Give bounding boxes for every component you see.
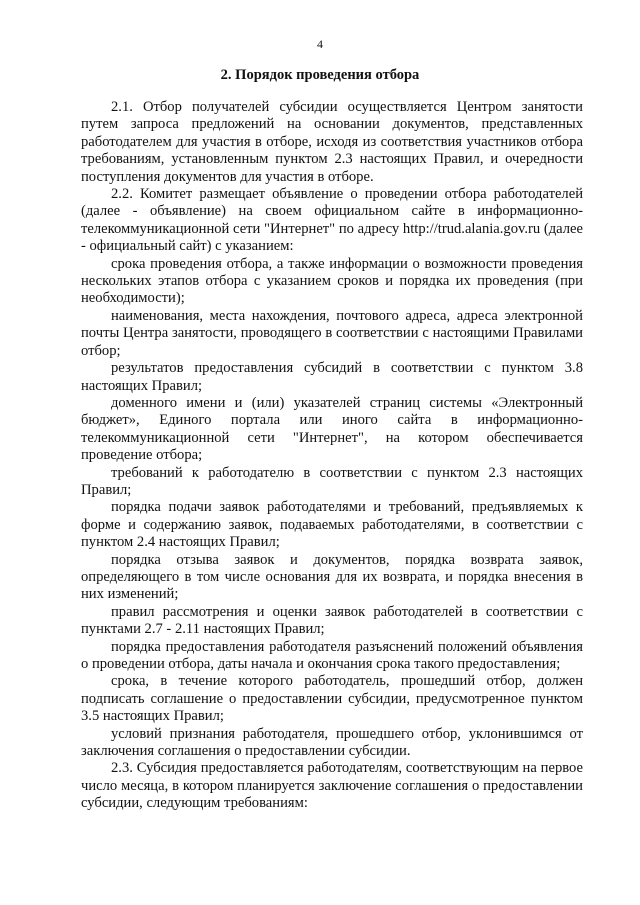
paragraph-2-3: 2.3. Субсидия предоставляется работодателям, соответствующим на первое число месяца, в котором планируется заключение соглашения о предоставлении субсидии, следующим требованиям: — [81, 760, 583, 812]
paragraph-2-1: 2.1. Отбор получателей субсидии осуществляется Центром занятости путем запроса предложений на основании документов, представленных работодателем для участия в отборе, исходя из соответствия участников отбора требованиям, установленным пунктом 2.3 настоящих Правил, и очередности поступления документов для участия в отборе. — [81, 99, 583, 185]
page-number: 4 — [317, 37, 323, 51]
list-item-employment-center-details: наименования, места нахождения, почтового адреса, адреса электронной почты Центра занятости, проводящего в соответствии с настоящими Правилами отбор; — [81, 307, 583, 359]
paragraph-2-2: 2.2. Комитет размещает объявление о проведении отбора работодателей (далее - объявление) на своем официальном сайте в информационно-телекоммуникационной сети "Интернет" по адресу http://trud.alania.gov.ru (далее - официальный сайт) с указанием: — [81, 186, 583, 255]
list-item-evasion-conditions: условий признания работодателя, прошедшего отбор, уклонившимся от заключения соглашения о предоставлении субсидии. — [81, 725, 583, 760]
list-item-employer-requirements: требований к работодателю в соответствии с пунктом 2.3 настоящих Правил; — [81, 464, 583, 498]
list-item-subsidy-results: результатов предоставления субсидий в соответствии с пунктом 3.8 настоящих Правил; — [81, 360, 583, 394]
document-body — [81, 99, 583, 813]
list-item-signing-deadline: срока, в течение которого работодатель, прошедший отбор, должен подписать соглашение о предоставлении субсидии, предусмотренное пунктом 3.5 настоящих Правил; — [81, 673, 583, 725]
list-item-review-rules: правил рассмотрения и оценки заявок работодателей в соответствии с пунктами 2.7 - 2.11 настоящих Правил; — [81, 603, 583, 638]
list-item-application-procedure: порядка подачи заявок работодателями и требований, предъявляемых к форме и содержанию заявок, подаваемых работодателями, в соответствии с пунктом 2.4 настоящих Правил; — [81, 499, 583, 551]
list-item-withdrawal-procedure: порядка отзыва заявок и документов, порядка возврата заявок, определяющего в том числе основания для их возврата, и порядка внесения в них изменений; — [81, 551, 583, 603]
section-title: 2. Порядок проведения отбора — [220, 67, 420, 83]
list-item-selection-period: срока проведения отбора, а также информации о возможности проведения нескольких этапов отбора с указанием сроков и порядка их проведения (при необходимости); — [81, 255, 583, 307]
list-item-clarification-procedure: порядка предоставления работодателя разъяснений положений объявления о проведении отбора, даты начала и окончания срока такого предоставления; — [81, 638, 583, 672]
list-item-domain-name: доменного имени и (или) указателей страниц системы «Электронный бюджет», Единого портала или иного сайта в информационно-телекоммуникационной сети "Интернет", на котором обеспечивается проведение отбора; — [81, 394, 583, 464]
